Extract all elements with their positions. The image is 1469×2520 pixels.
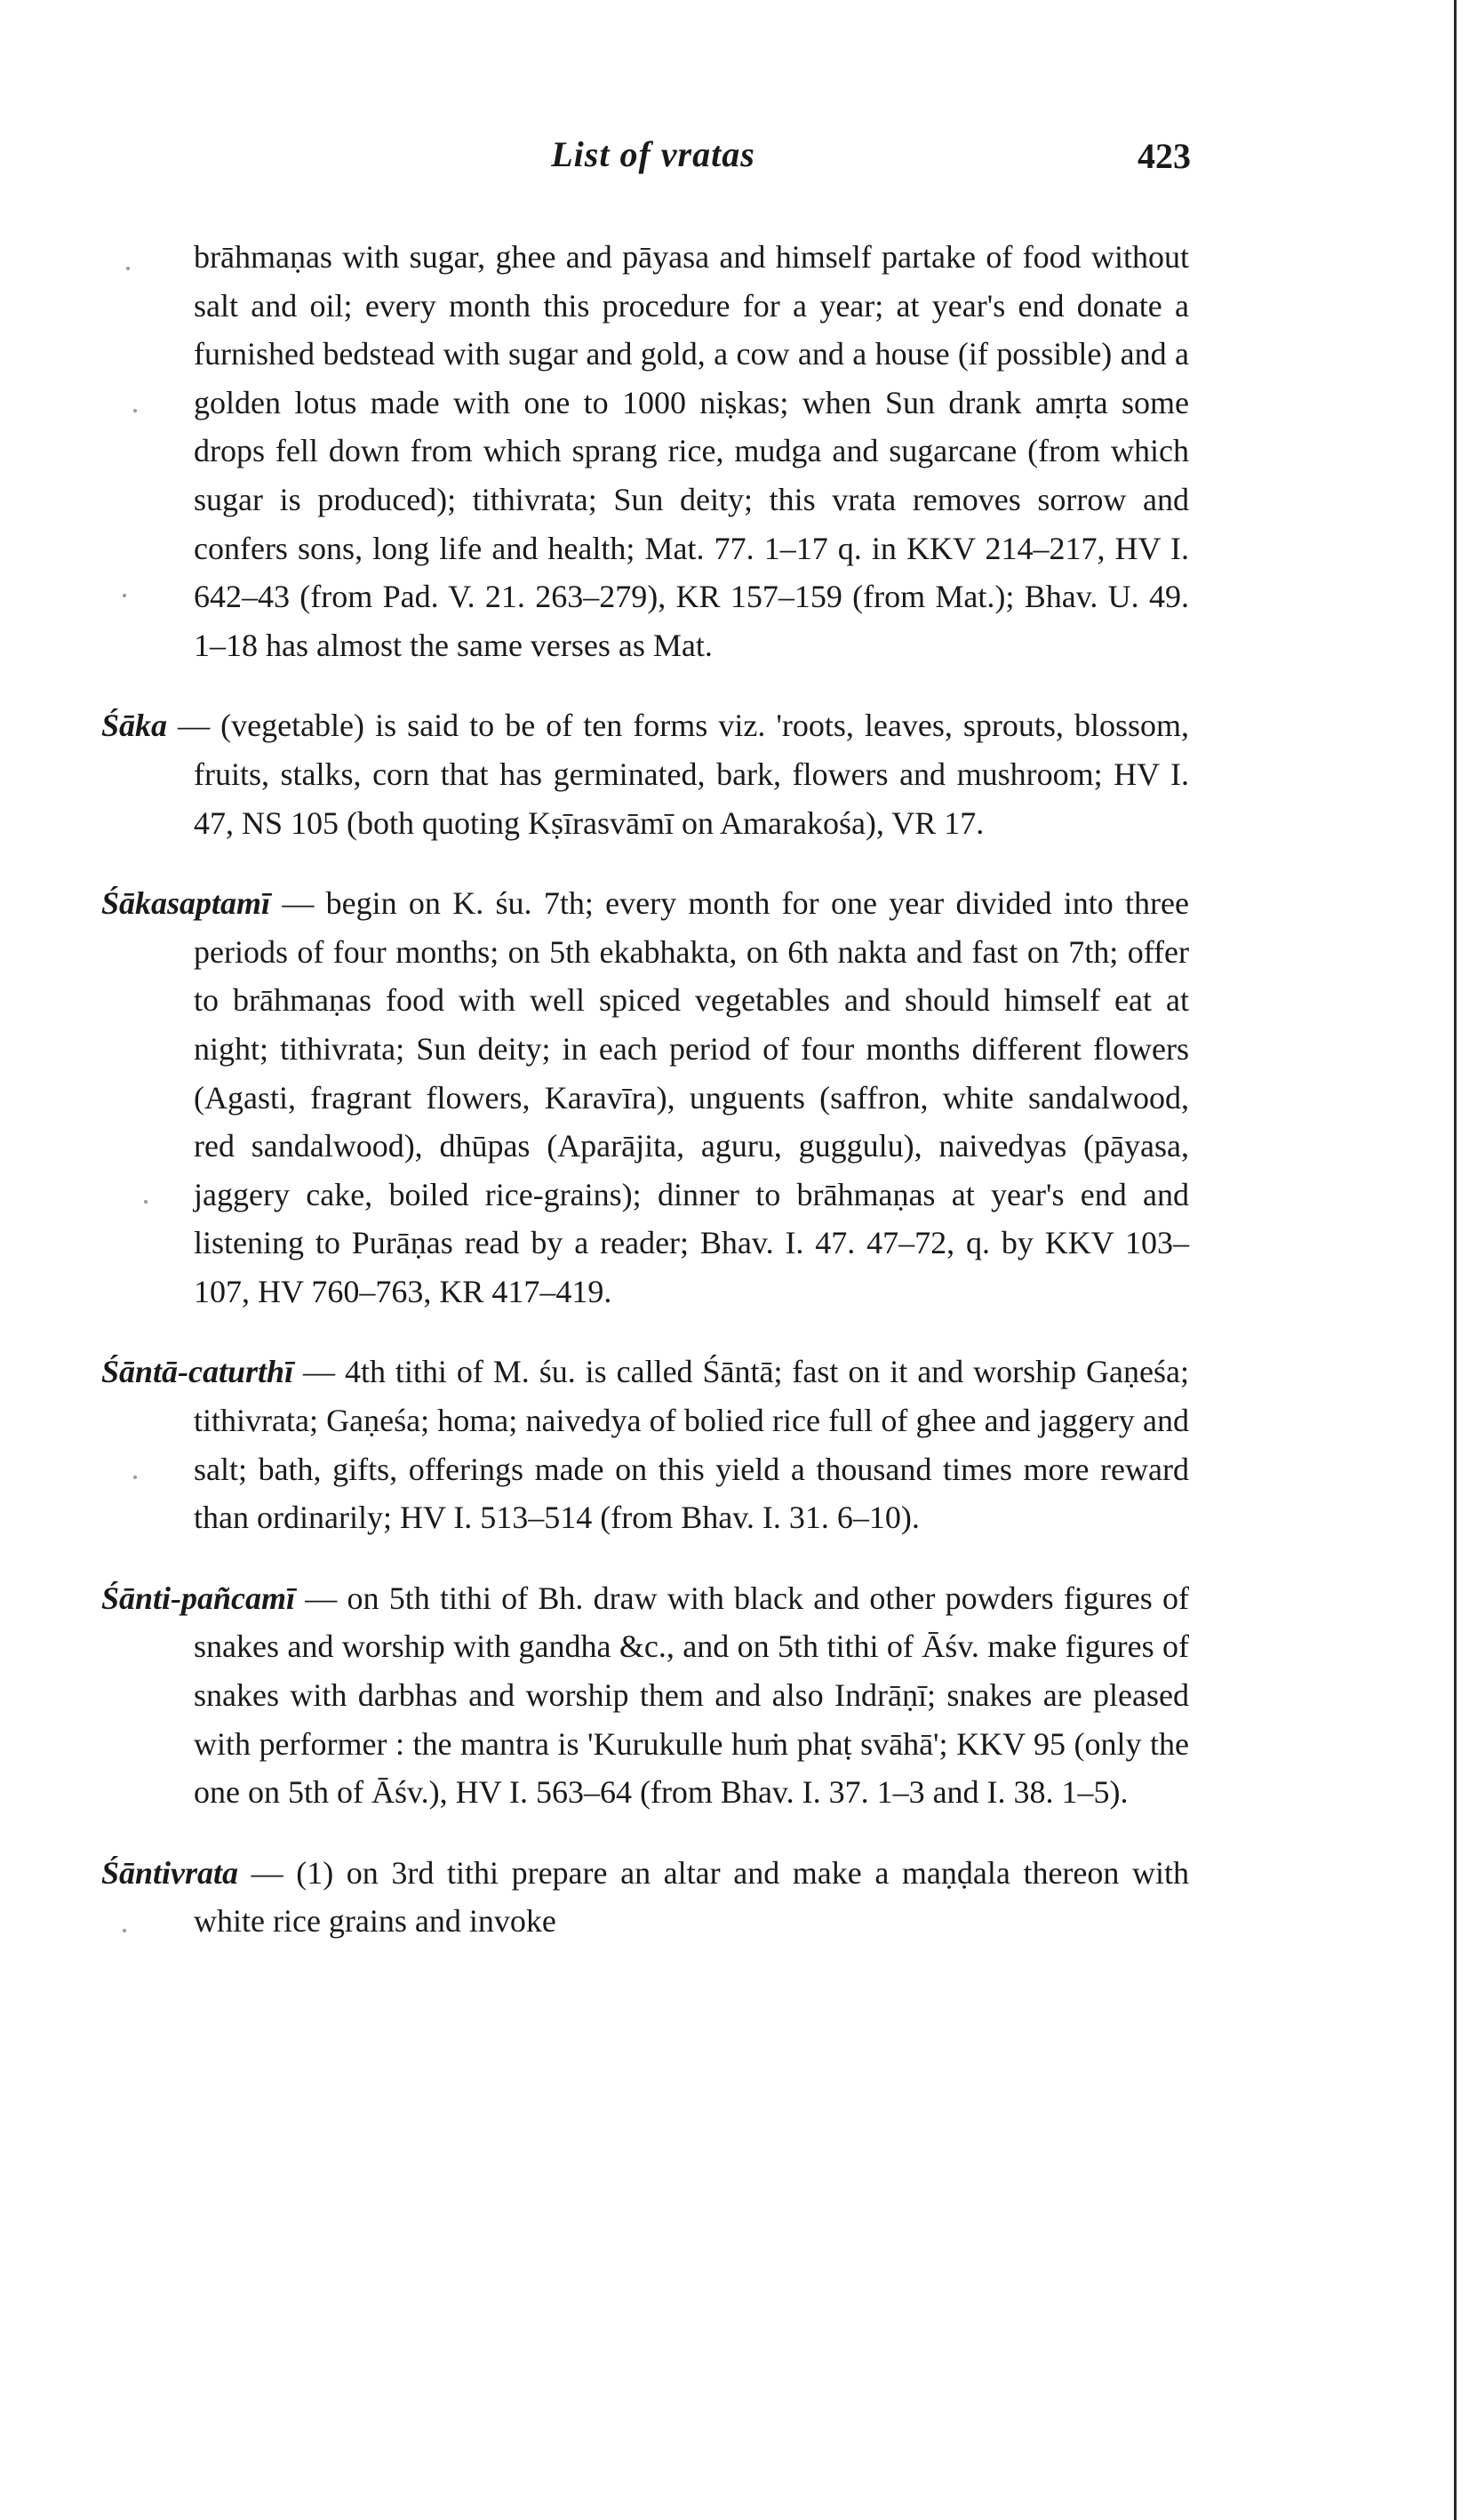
entry-headword: Śānti-pañcamī <box>101 1580 296 1616</box>
entry-headword: Śāka <box>101 708 168 744</box>
entry-text: — (1) on 3rd tithi prepare an altar and make a maṇḍala thereon with white rice grains and invoke <box>194 1854 1189 1940</box>
running-title: List of vratas <box>551 134 755 174</box>
page-edge-line <box>1454 0 1457 2520</box>
entry-text: — on 5th tithi of Bh. draw with black and other powders figures of snakes and worship with gandha &c., and on 5th tithi of Āśv. make figures of snakes with darbhas and worship them and also Indrāṇī; snakes are pleased with performer : the mantra is 'Kurukulle huṁ phaṭ svāhā'; KKV 95 (only the one on 5th of Āśv.), HV I. 563–64 (from Bhav. I. 37. 1–3 and I. 38. 1–5). <box>194 1580 1189 1811</box>
page-body <box>101 233 1189 1956</box>
entry-santivrata <box>101 1849 1189 1946</box>
running-header <box>116 133 1191 196</box>
entry-santa-caturthi <box>101 1348 1189 1541</box>
entry-text: — 4th tithi of M. śu. is called Śāntā; fast on it and worship Gaṇeśa; tithivrata; Gaṇeśa; homa; naivedya of bolied rice full of ghee and jaggery and salt; bath, gifts, offerings made on this yield a thousand times more reward than ordinarily; HV I. 513–514 (from Bhav. I. 31. 6–10). <box>194 1354 1189 1536</box>
entry-saka <box>101 701 1189 847</box>
entry-text: — (vegetable) is said to be of ten forms viz. 'roots, leaves, sprouts, blossom, fruits, stalks, corn that has germinated, bark, flowers and mushroom; HV I. 47, NS 105 (both quoting Kṣīrasvāmī on Amarakośa), VR 17. <box>167 708 1189 841</box>
entry-continuation <box>185 233 1189 669</box>
entry-headword: Śāntivrata <box>101 1854 239 1891</box>
page-number: 423 <box>1138 136 1191 176</box>
scan-speck <box>126 267 130 270</box>
entry-headword: Śāntā-caturthī <box>101 1354 294 1390</box>
entry-sakasaptami <box>101 879 1189 1316</box>
scan-speck <box>133 1476 137 1479</box>
entry-santi-pancami <box>101 1574 1189 1817</box>
scan-speck <box>123 594 126 597</box>
entry-headword: Śākasaptamī <box>101 885 271 922</box>
entry-text: brāhmaṇas with sugar, ghee and pāyasa and himself partake of food without salt and oil; every month this procedure for a year; at year's end donate a furnished bedstead with sugar and gold, a cow and a house (if possible) and a golden lotus made with one to 1000 niṣkas; when Sun drank amṛta some drops fell down from which sprang rice, mudga and sugarcane (from which sugar is produced); tithivrata; Sun deity; this vrata removes sorrow and confers sons, long life and health; Mat. 77. 1–17 q. in KKV 214–217, HV I. 642–43 (from Pad. V. 21. 263–279), KR 157–159 (from Mat.); Bhav. U. 49. 1–18 has almost the same verses as Mat. <box>194 239 1189 663</box>
scan-speck <box>144 1200 148 1204</box>
scan-speck <box>123 1929 126 1932</box>
entry-text: — begin on K. śu. 7th; every month for one year divided into three periods of four months; on 5th ekabhakta, on 6th nakta and fast on 7th; offer to brāhmaṇas food with well spiced vegetables and should himself eat at night; tithivrata; Sun deity; in each period of four months different flowers (Agasti, fragrant flowers, Karavīra), unguents (saffron, white sandalwood, red sandalwood), dhūpas (Aparājita, aguru, guggulu), naivedyas (pāyasa, jaggery cake, boiled rice-grains); dinner to brāhmaṇas at year's end and listening to Purāṇas read by a reader; Bhav. I. 47. 47–72, q. by KKV 103–107, HV 760–763, KR 417–419. <box>194 885 1189 1309</box>
scan-speck <box>133 409 137 412</box>
